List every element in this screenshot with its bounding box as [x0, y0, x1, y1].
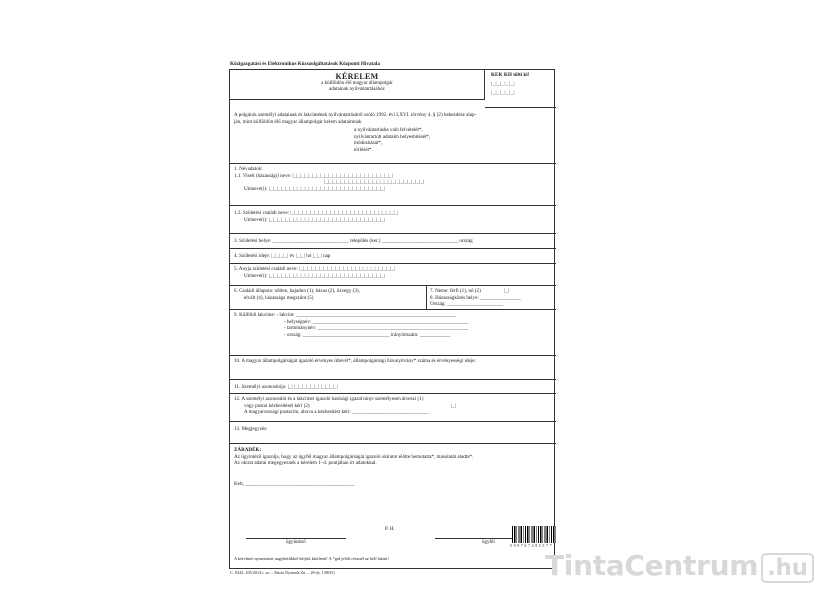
- kelt-label: Kelt,: [234, 480, 245, 487]
- section-12: 12. A személyi azonosítót és a lakcímet igazoló hatósági igazolványt személyesen átveszi (1) vagy postai kézbesítését kéri (2) |_| A magyarországi postacím, ahova a kézbesítést kéri: ______________________________: [230, 394, 556, 422]
- section-6-8: 6. Családi állapota: nőtlen, hajadon (1), házas (2), özvegy (3), elvált (4), házassága megszűnt (5) 7. Neme: férfi (1), nő (2) |_| 8. Házasságkötés helye: ________________ Ország: ______________________: [230, 286, 556, 310]
- section-1: 1. Névadatok: 1.1. Viselt (házassági) neve: |_|_|_|_|_|_|_|_|_|_|_|_|_|_|_|_|_|_|_|_|_|_|_|_|_| |_|_|_|_|_|_|_|_|_|_|_|_|_|_|_|_|_|_|_|_|_|_|_|_|_| Utóneve(i): |_|_|_|_|_|_|_|_|_|_|_|_|_|_|_|_|_|_|_|_|_|_|_|_|_|_|_|_|_|: [230, 164, 556, 206]
- s9-irsz-label: irányítószám:: [390, 331, 419, 338]
- section-9: 9. Külföldi lakcíme: - lakcím: _______________________________________________________________ - helységnév: _____________________________________________________________ - tartománynév: ___________________________________________________________ - ország: __________________________________ irányítószám: ____________: [230, 310, 556, 356]
- s1-label: 1. Névadatok:: [234, 166, 263, 172]
- s1-1-label: 1.1. Viselt (házassági) neve:: [234, 172, 292, 179]
- form-subtitle-2: adatainak nyilvántartásához: [329, 87, 385, 92]
- form-header: [230, 70, 485, 100]
- s8-orszag-label: Ország:: [430, 301, 446, 308]
- s1-2-label: 1.2. Születési családi neve:: [234, 210, 290, 216]
- section-divider: [426, 286, 427, 309]
- barcode: [512, 526, 556, 543]
- kek-field-1: |_|_|_|_|_|: [491, 82, 516, 87]
- zaradek-line-1: Az ügyintéző igazolja, hogy az ügyfél magyar állampolgárságát igazoló okiratot előtte bemutatta*, másolatát átadta*.: [234, 453, 474, 460]
- s6-line-1: 6. Családi állapota: nőtlen, hajadon (1), házas (2), özvegy (3),: [234, 288, 360, 294]
- sig-left-label: ügyintéző: [286, 540, 306, 545]
- ph-label: P. H.: [385, 527, 395, 532]
- kek-label: KEK KH tölti ki!: [491, 72, 530, 78]
- watermark-tld: .hu: [761, 553, 814, 583]
- s4-ho: hó: [306, 253, 312, 259]
- s4-label: 4. Születési ideje:: [234, 253, 271, 259]
- s12-line-3: A magyarországi postacím, ahova a kézbesítést kéri:: [244, 409, 351, 416]
- s12-line-1: 12. A személyi azonosítót és a lakcímet igazoló hatósági igazolványt személyesen átveszi (1): [234, 396, 424, 402]
- s1-2-utonev-label: Utóneve(i):: [244, 216, 268, 223]
- kek-field-2: |_|_|_|_|_|: [491, 91, 516, 96]
- watermark-logo: [545, 549, 814, 582]
- section-10: [230, 356, 556, 380]
- s13-label: 13. Megjegyzés:: [234, 426, 268, 432]
- form-frame: [229, 69, 555, 569]
- s5-utonev-label: Utóneve(i):: [244, 272, 268, 279]
- section-3: 3. Születési helye: ______________________________ település (ker.) ______________________________ ország: [230, 234, 556, 249]
- intro-section: [230, 112, 556, 164]
- s7-label: 7. Neme: férfi (1), nő (2): [430, 288, 481, 294]
- form-sheet: [229, 58, 556, 585]
- s9-lakcim-label: - lakcím:: [276, 312, 295, 318]
- intro-option: módosítását*,: [354, 140, 383, 147]
- form-title: KÉRELEM: [335, 72, 379, 81]
- s4-ev: év: [289, 253, 295, 259]
- kek-box: [485, 70, 556, 108]
- zaradek-title: ZÁRADÉK:: [234, 447, 262, 453]
- form-code: C. 0243–105/2014 r. sz. – Patria Nyomda Zrt. – (Foly. 1/8635): [230, 570, 335, 575]
- org-header: Közigazgatási és Elektronikus Közszolgáltatások Központi Hivatala: [230, 61, 380, 67]
- barcode-number: 5 9 9 7 6 7 4 8 5 5 7 7: [510, 543, 552, 548]
- section-1-2: 1.2. Születési családi neve: |_|_|_|_|_|_|_|_|_|_|_|_|_|_|_|_|_|_|_|_|_|_|_|_|_|_|_| Utóneve(i): |_|_|_|_|_|_|_|_|_|_|_|_|_|_|_|_|_|_|_|_|_|_|_|_|_|_|_|_|_|: [230, 206, 556, 234]
- section-13: [230, 422, 556, 444]
- s12-line-2: vagy postai kézbesítését kéri (2): [244, 402, 310, 409]
- s10-label: 10. A magyar állampolgárságát igazoló érvényes útlevél*, állampolgársági bizonyítvány* száma és érvényességi ideje:: [234, 358, 476, 364]
- intro-option: törlését*.: [354, 146, 373, 153]
- s4-nap: nap: [323, 253, 331, 259]
- watermark-brand: TintaCentrum: [545, 549, 759, 582]
- sig-right-label: ügyfél: [482, 540, 495, 545]
- footer-note: A kérelmet nyomtatott nagybetűkkel kérjük kitölteni! A *gal jelölt résznél az kell húzni!: [234, 556, 389, 561]
- s3-label: 3. Születési helye:: [234, 238, 272, 244]
- s1-utonev-label: Utóneve(i):: [244, 185, 268, 192]
- s5-label: 5. Anyja születési családi neve:: [234, 266, 298, 272]
- intro-line-1: A polgárok személyi adatainak és lakcímének nyilvántartásáról szóló 1992. évi LXVI. törvény 4. § (2) bekezdése alap-: [234, 112, 477, 118]
- zaradek-section: ZÁRADÉK: Az ügyintéző igazolja, hogy az ügyfél magyar állampolgárságát igazoló okiratot előtte bemutatta*, másolatát átadta*. Az okirat adatai megegyeznek a kérelem 1–4. pontjában írt adatokkal. Kelt, ___________________________________________ P. H. ügyintéző ügyfél A kérelmet nyomtatott nagybetűkkel kérjük kitölteni! A *gal jelölt résznél az kell húzni!: [230, 444, 556, 570]
- section-4: 4. Születési ideje: |_|_|_|_| év |_|_| hó |_|_| nap: [230, 249, 556, 264]
- form-subtitle-1: a külföldön élő magyar állampolgár: [321, 81, 393, 86]
- s11-label: 11. Személyi azonosítója:: [234, 384, 287, 390]
- zaradek-line-2: Az okirat adatai megegyeznek a kérelem 1–4. pontjában írt adatokkal.: [234, 460, 377, 467]
- s3-orszag: ország: [459, 238, 473, 244]
- s9-orszag-label: - ország:: [284, 331, 302, 338]
- section-5: 5. Anyja születési családi neve: |_|_|_|_|_|_|_|_|_|_|_|_|_|_|_|_|_|_|_|_|_|_|_|_| Utóneve(i): |_|_|_|_|_|_|_|_|_|_|_|_|_|_|_|_|_|_|_|_|_|_|_|_|_|_|_|_|_|: [230, 264, 556, 286]
- section-11: 11. Személyi azonosítója: |_| |_|_|_|_|_|_| |_|_|_|_|: [230, 380, 556, 394]
- s9-label: 9. Külföldi lakcíme:: [234, 312, 276, 318]
- intro-option: a nyilvántartásba való felvételét*,: [354, 127, 423, 134]
- intro-option: nyilvántartott adataim helyesbítését*,: [354, 133, 431, 140]
- s6-line-2: elvált (4), házassága megszűnt (5): [244, 294, 314, 301]
- s8-label: 8. Házasságkötés helye:: [430, 294, 479, 301]
- signature-line-left: [246, 538, 346, 539]
- s9-helyseg-label: - helységnév:: [284, 318, 312, 325]
- s9-terulet-label: - tartománynév:: [284, 325, 317, 332]
- intro-line-2: ján, mint külföldön élő magyar állampolgár kérem adataimnak: [234, 118, 362, 125]
- s3-telepules: település (ker.): [350, 238, 381, 244]
